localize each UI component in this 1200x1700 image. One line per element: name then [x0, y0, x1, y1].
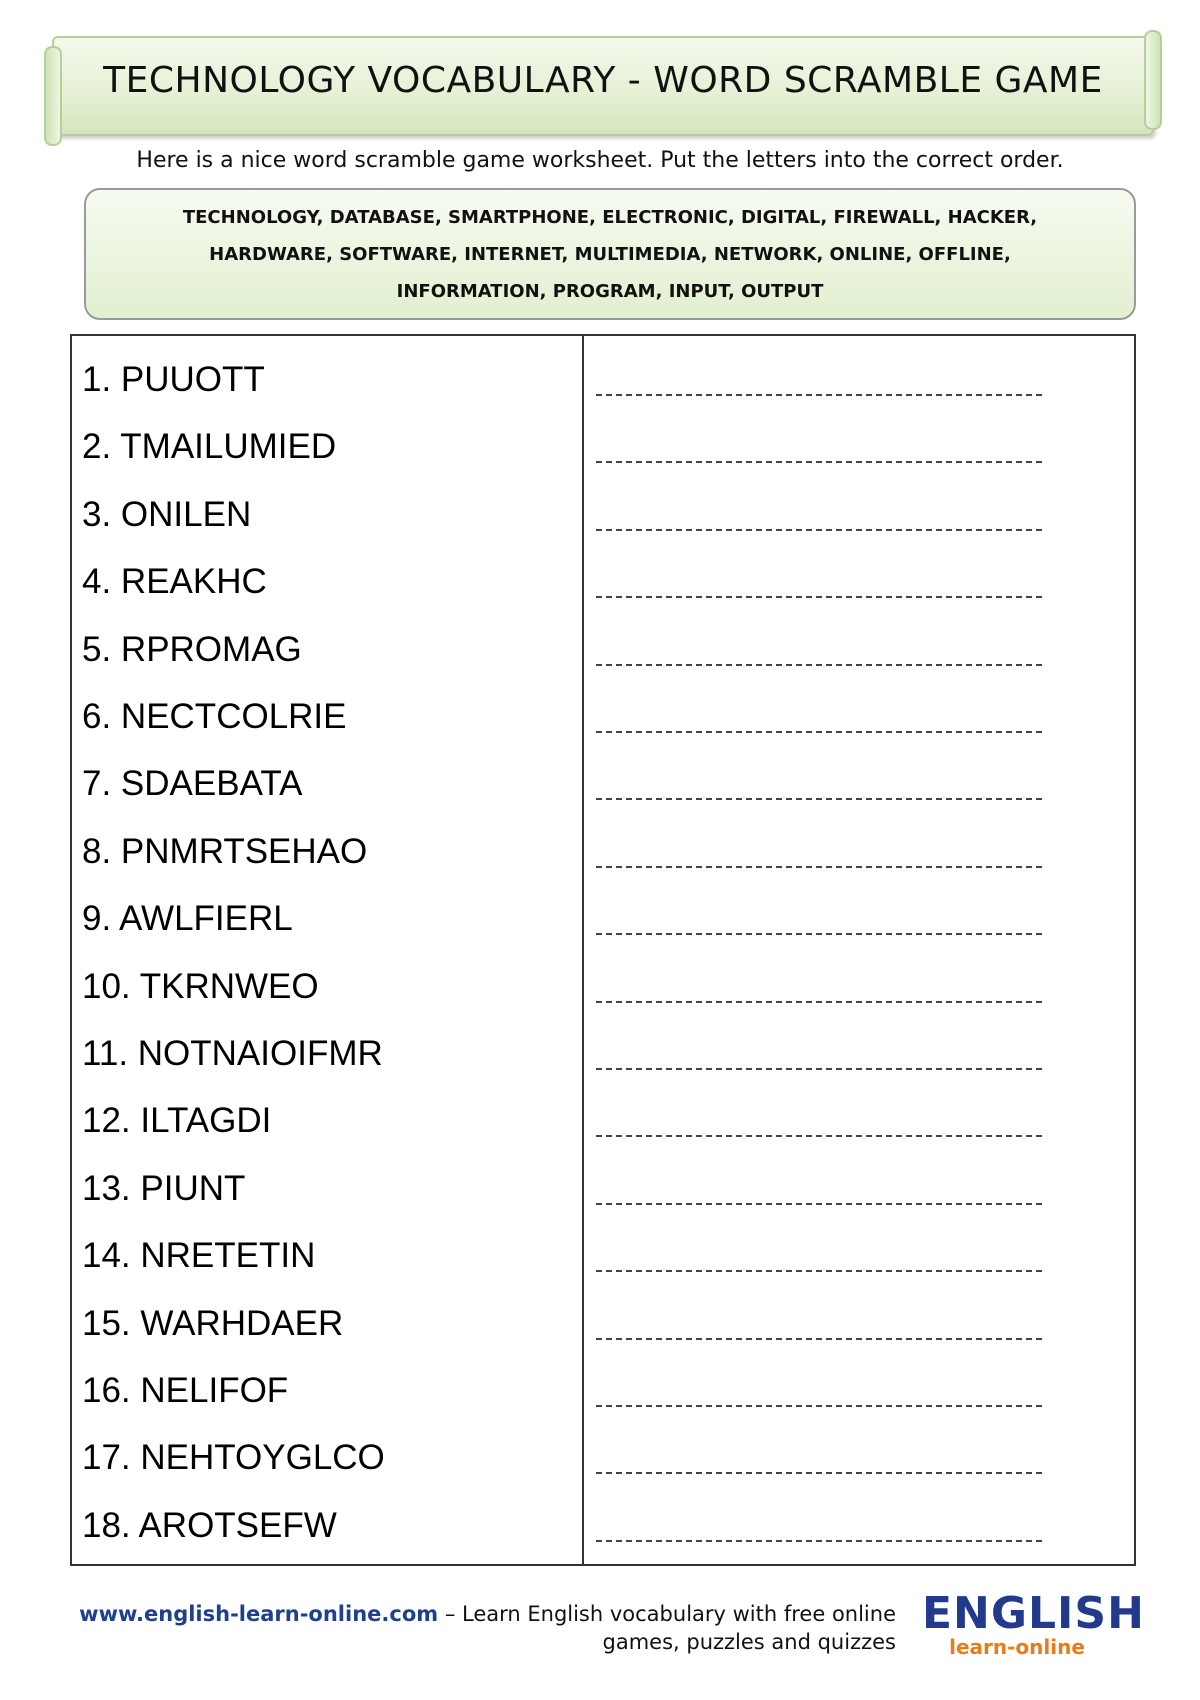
answer-blank[interactable]	[596, 394, 1042, 396]
footer-line-2: games, puzzles and quizzes	[602, 1630, 896, 1654]
scrambled-word: 11. NOTNAIOIFMR	[82, 1034, 383, 1073]
answer-blank[interactable]	[596, 1001, 1042, 1003]
question-row	[72, 1226, 1134, 1293]
scrambled-word: 4. REAKHC	[82, 562, 267, 602]
question-row	[72, 1361, 1134, 1428]
answer-blank[interactable]	[596, 1135, 1042, 1137]
scrambled-word: 16. NELIFOF	[82, 1371, 289, 1410]
answer-blank[interactable]	[596, 933, 1042, 935]
word-bank-line: INFORMATION, PROGRAM, INPUT, OUTPUT	[396, 281, 824, 302]
answer-blank[interactable]	[596, 1338, 1042, 1340]
brand-logo	[922, 1588, 1145, 1659]
scramble-table	[70, 334, 1136, 1566]
answer-blank[interactable]	[596, 596, 1042, 598]
question-row	[72, 620, 1134, 687]
logo-wordmark: ENGLISH	[922, 1588, 1145, 1639]
question-row	[72, 957, 1134, 1024]
scrambled-word: 10. TKRNWEO	[82, 966, 319, 1006]
question-row	[72, 1024, 1134, 1091]
question-row	[72, 552, 1134, 619]
scrambled-word: 18. AROTSEFW	[82, 1505, 337, 1545]
answer-blank[interactable]	[596, 1540, 1042, 1542]
instructions: Here is a nice word scramble game worksheet. Put the letters into the correct order.	[136, 148, 1064, 173]
logo-subtitle: learn-online	[949, 1635, 1085, 1659]
scrambled-word: 13. PIUNT	[82, 1168, 246, 1208]
footer-line-1	[79, 1600, 896, 1628]
scrambled-word: 2. TMAILUMIED	[82, 427, 337, 467]
question-row	[72, 754, 1134, 821]
answer-blank[interactable]	[596, 1203, 1042, 1205]
answer-blank[interactable]	[596, 1068, 1042, 1070]
question-row	[72, 350, 1134, 417]
scrambled-word: 3. ONILEN	[82, 494, 252, 534]
scrambled-word: 12. ILTAGDI	[82, 1101, 272, 1141]
question-row	[72, 687, 1134, 754]
title-banner	[52, 36, 1154, 136]
question-row	[72, 1159, 1134, 1226]
page-title: TECHNOLOGY VOCABULARY - WORD SCRAMBLE GAME	[103, 60, 1103, 101]
scrambled-word: 5. RPROMAG	[82, 629, 302, 669]
scrambled-word: 1. PUUOTT	[82, 360, 265, 399]
question-row	[72, 889, 1134, 956]
footer-tagline: – Learn English vocabulary with free online	[438, 1602, 896, 1626]
question-row	[72, 417, 1134, 484]
question-row	[72, 485, 1134, 552]
scrambled-word: 9. AWLFIERL	[82, 899, 293, 939]
word-bank-line: HARDWARE, SOFTWARE, INTERNET, MULTIMEDIA, NETWORK, ONLINE, OFFLINE,	[209, 244, 1011, 265]
scrambled-word: 6. NECTCOLRIE	[82, 697, 347, 736]
question-row	[72, 1428, 1134, 1495]
answer-blank[interactable]	[596, 1405, 1042, 1407]
answer-blank[interactable]	[596, 798, 1042, 800]
answer-blank[interactable]	[596, 731, 1042, 733]
scrambled-word: 14. NRETETIN	[82, 1236, 316, 1276]
question-row	[72, 1496, 1134, 1563]
answer-blank[interactable]	[596, 1472, 1042, 1474]
scrambled-word: 17. NEHTOYGLCO	[82, 1438, 385, 1478]
answer-blank[interactable]	[596, 461, 1042, 463]
scrambled-word: 15. WARHDAER	[82, 1303, 344, 1343]
answer-blank[interactable]	[596, 664, 1042, 666]
website-link[interactable]: www.english-learn-online.com	[79, 1602, 439, 1626]
question-row	[72, 822, 1134, 889]
answer-blank[interactable]	[596, 1270, 1042, 1272]
question-row	[72, 1091, 1134, 1158]
scrambled-word: 8. PNMRTSEHAO	[82, 831, 368, 871]
question-row	[72, 1294, 1134, 1361]
answer-blank[interactable]	[596, 866, 1042, 868]
word-bank	[84, 188, 1136, 320]
word-bank-line: TECHNOLOGY, DATABASE, SMARTPHONE, ELECTRONIC, DIGITAL, FIREWALL, HACKER,	[182, 207, 1038, 228]
answer-blank[interactable]	[596, 529, 1042, 531]
scrambled-word: 7. SDAEBATA	[82, 764, 303, 804]
footer-text	[79, 1600, 896, 1656]
